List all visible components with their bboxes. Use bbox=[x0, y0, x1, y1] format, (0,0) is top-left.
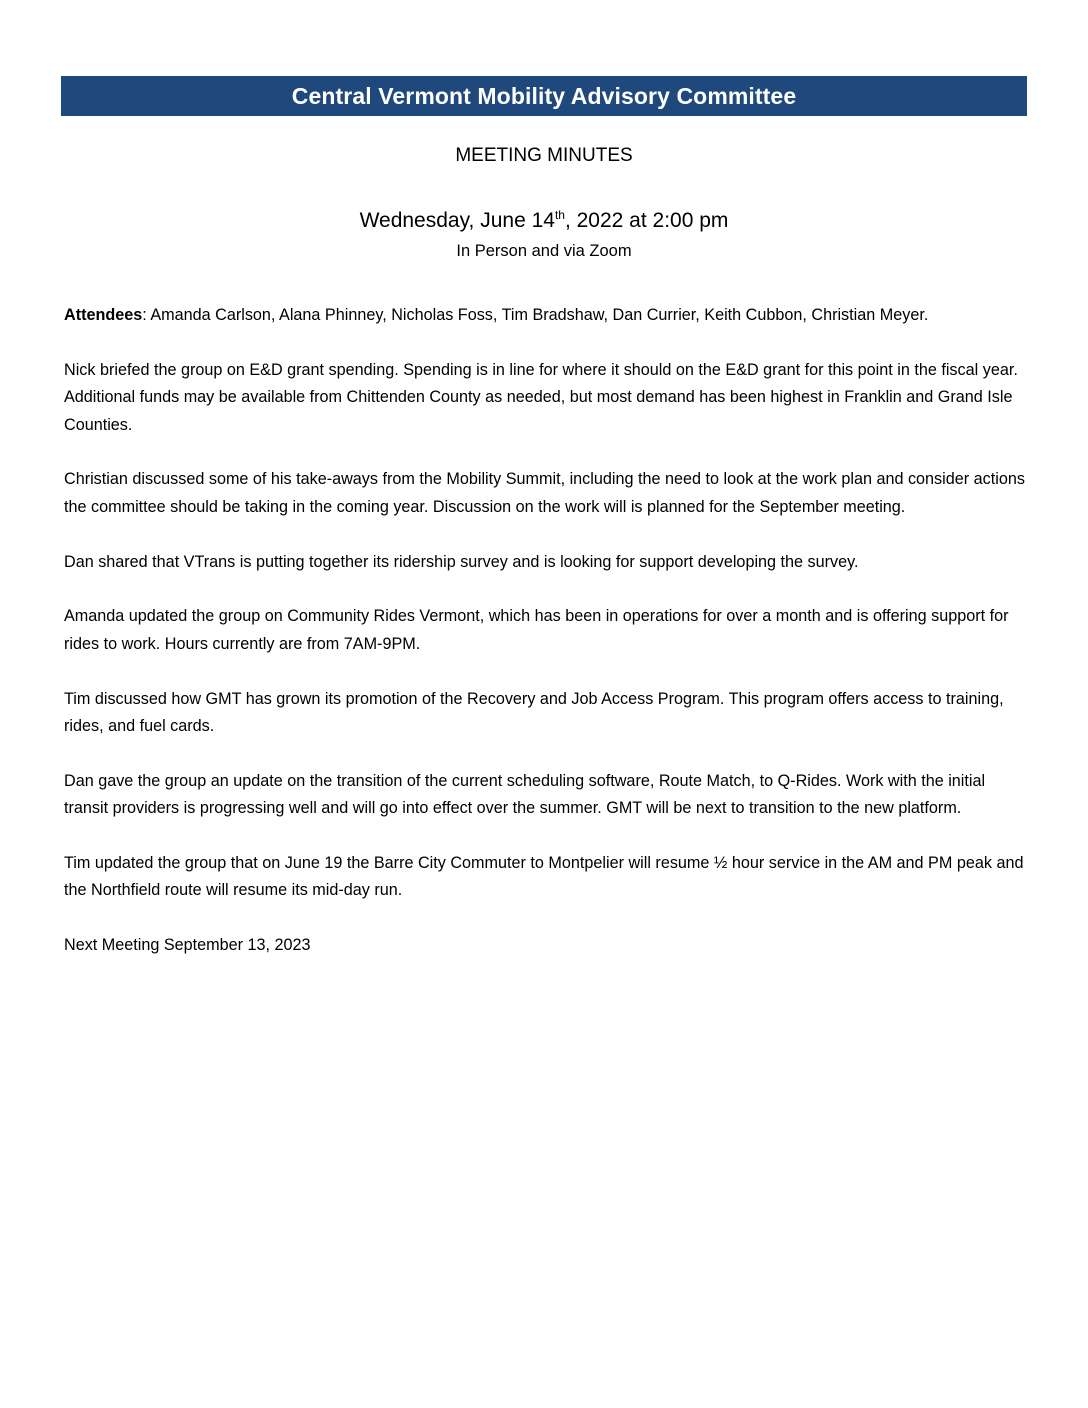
minutes-paragraph: Dan shared that VTrans is putting together its ridership survey and is looking for support developing the survey. bbox=[64, 552, 859, 571]
next-meeting: Next Meeting September 13, 2023 bbox=[64, 936, 311, 955]
header-bar bbox=[61, 76, 1027, 116]
document-type-heading: MEETING MINUTES bbox=[455, 145, 633, 166]
attendees-list: : Amanda Carlson, Alana Phinney, Nicholas Foss, Tim Bradshaw, Dan Currier, Keith Cubbon, Christian Meyer. bbox=[142, 306, 929, 324]
minutes-paragraph: Christian discussed some of his take-aways from the Mobility Summit, including the need to look at the work plan and consider actions the committee should be taking in the coming year. Discussion on the work will is planned for the September meeting. bbox=[64, 470, 1025, 516]
meeting-location: In Person and via Zoom bbox=[456, 242, 632, 260]
minutes-paragraph: Amanda updated the group on Community Rides Vermont, which has been in operations for over a month and is offering support for rides to work. Hours currently are from 7AM-9PM. bbox=[64, 607, 1009, 653]
minutes-paragraph: Dan gave the group an update on the transition of the current scheduling software, Route Match, to Q-Rides. Work with the initial transit providers is progressing well and will go into effect over the summer. GMT will be next to transition to the new platform. bbox=[64, 771, 986, 818]
meeting-date-ordinal: th bbox=[554, 208, 565, 222]
attendees-label: Attendees bbox=[64, 306, 143, 324]
minutes-paragraph: Tim discussed how GMT has grown its promotion of the Recovery and Job Access Program. This program offers access to training, rides, and fuel cards. bbox=[64, 689, 1004, 736]
minutes-paragraph: Tim updated the group that on June 19 the Barre City Commuter to Montpelier will resume ½ hour service in the AM and PM peak and the Northfield route will resume its mid-day run. bbox=[64, 854, 1024, 900]
meeting-date bbox=[0, 209, 1088, 233]
minutes-body bbox=[64, 302, 1028, 987]
meeting-date-rest: , 2022 at 2:00 pm bbox=[564, 209, 729, 232]
attendees-paragraph bbox=[64, 302, 1028, 329]
minutes-paragraph: Nick briefed the group on E&D grant spending. Spending is in line for where it should on the E&D grant for this point in the fiscal year. Additional funds may be available from Chittenden County as needed, but most demand has been highest in Franklin and Grand Isle Counties. bbox=[64, 360, 1018, 434]
committee-title: Central Vermont Mobility Advisory Committee bbox=[291, 82, 797, 109]
meeting-date-prefix: Wednesday, June 14 bbox=[359, 209, 555, 232]
